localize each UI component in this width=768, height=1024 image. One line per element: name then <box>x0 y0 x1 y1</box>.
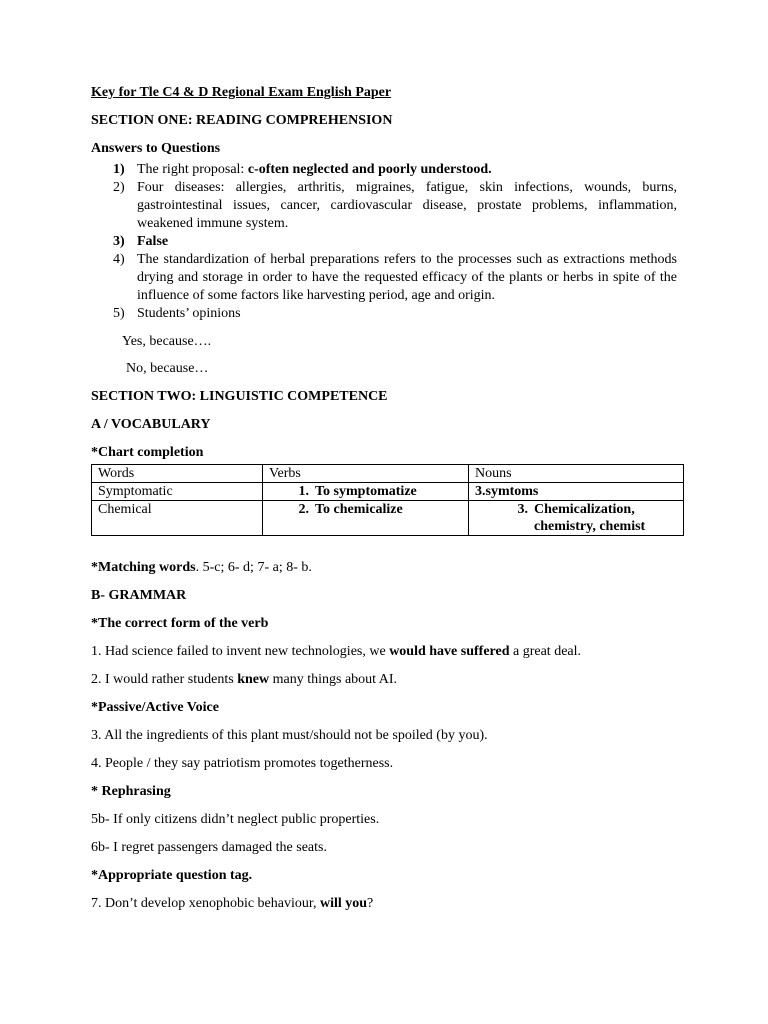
answer-item-5 <box>91 305 677 323</box>
sentence-emphasis: would have suffered <box>389 644 510 659</box>
table-cell-verb <box>263 483 469 501</box>
answer-item-1 <box>91 161 677 179</box>
matching-words-label: *Matching words <box>91 560 196 575</box>
passive-active-heading: *Passive/Active Voice <box>91 700 219 715</box>
noun-text-continued: chemistry, chemist <box>534 519 646 534</box>
verb-text: To chemicalize <box>315 502 403 517</box>
sentence-text: a great deal. <box>509 644 582 659</box>
grammar-answer-2 <box>91 671 677 689</box>
document-page <box>91 84 677 923</box>
answer-text: Four diseases: allergies, arthritis, migraines, fatigue, skin infections, wounds, burns, gastrointestinal issues, cancer, cardiovascular disease, prostate problems, inflammation, weakened immune system. <box>137 180 677 231</box>
answer-text: The standardization of herbal preparations refers to the processes such as extractions methods drying and storage in order to have the requested efficacy of the plants or herbs in spite of the influence of some factors like harvesting period, age and origin. <box>137 252 677 303</box>
passive-answer-3: 3. All the ingredients of this plant must/should not be spoiled (by you). <box>91 728 488 743</box>
grammar-heading: B- GRAMMAR <box>91 588 187 603</box>
matching-words-line <box>91 559 677 577</box>
chart-completion-heading: *Chart completion <box>91 445 204 460</box>
section-one-heading: SECTION ONE: READING COMPREHENSION <box>91 113 393 128</box>
question-tag-answer-7 <box>91 895 677 913</box>
table-row <box>92 483 684 501</box>
answers-list <box>91 161 677 323</box>
rephrasing-answer-6: 6b- I regret passengers damaged the seats. <box>91 840 327 855</box>
chart-completion-table <box>91 464 684 536</box>
answer-item-2 <box>91 179 677 233</box>
sentence-emphasis: will you <box>319 896 368 911</box>
answer-text: False <box>137 234 169 249</box>
yes-because-line: Yes, because…. <box>122 334 212 349</box>
table-header-row <box>92 465 684 483</box>
verb-text: To symptomatize <box>315 484 417 499</box>
verb-form-heading: *The correct form of the verb <box>91 616 269 631</box>
table-row <box>92 501 684 536</box>
answer-item-4 <box>91 251 677 305</box>
answer-number: 2) <box>113 180 125 195</box>
table-header-verbs: Verbs <box>263 465 469 483</box>
matching-words-answers: . 5-c; 6- d; 7- a; 8- b. <box>195 560 312 575</box>
answer-number: 3) <box>113 234 125 249</box>
table-cell-word: Symptomatic <box>92 483 263 501</box>
answer-item-3 <box>91 233 677 251</box>
rephrasing-heading: * Rephrasing <box>91 784 171 799</box>
document-title: Key for Tle C4 & D Regional Exam English Paper <box>91 85 392 100</box>
question-tag-heading: *Appropriate question tag. <box>91 868 253 883</box>
sentence-text: many things about AI. <box>269 672 398 687</box>
answer-number: 4) <box>113 252 125 267</box>
verb-number: 1. <box>298 484 309 499</box>
answer-text: Students’ opinions <box>137 306 241 321</box>
vocabulary-heading: A / VOCABULARY <box>91 417 211 432</box>
grammar-answer-1 <box>91 643 677 661</box>
sentence-text: ? <box>367 896 374 911</box>
verb-number: 2. <box>298 502 309 517</box>
answer-number: 1) <box>113 162 125 177</box>
table-cell-noun <box>469 501 684 536</box>
table-header-words: Words <box>92 465 263 483</box>
no-because-line: No, because… <box>126 361 209 376</box>
answers-heading: Answers to Questions <box>91 141 221 156</box>
rephrasing-answer-5: 5b- If only citizens didn’t neglect public properties. <box>91 812 380 827</box>
answer-number: 5) <box>113 306 125 321</box>
sentence-text: 1. Had science failed to invent new technologies, we <box>91 644 390 659</box>
noun-number: 3. <box>517 502 528 517</box>
noun-text: Chemicalization, <box>534 502 635 517</box>
section-two-heading: SECTION TWO: LINGUISTIC COMPETENCE <box>91 389 388 404</box>
sentence-text: 2. I would rather students <box>91 672 238 687</box>
table-cell-noun: 3.symtoms <box>469 483 684 501</box>
table-cell-word: Chemical <box>92 501 263 536</box>
answer-emphasis: c-often neglected and poorly understood. <box>247 162 492 177</box>
passive-answer-4: 4. People / they say patriotism promotes togetherness. <box>91 756 394 771</box>
sentence-text: 7. Don’t develop xenophobic behaviour, <box>91 896 320 911</box>
sentence-emphasis: knew <box>237 672 270 687</box>
table-cell-verb <box>263 501 469 536</box>
table-header-nouns: Nouns <box>469 465 684 483</box>
answer-text: The right proposal: <box>137 162 248 177</box>
